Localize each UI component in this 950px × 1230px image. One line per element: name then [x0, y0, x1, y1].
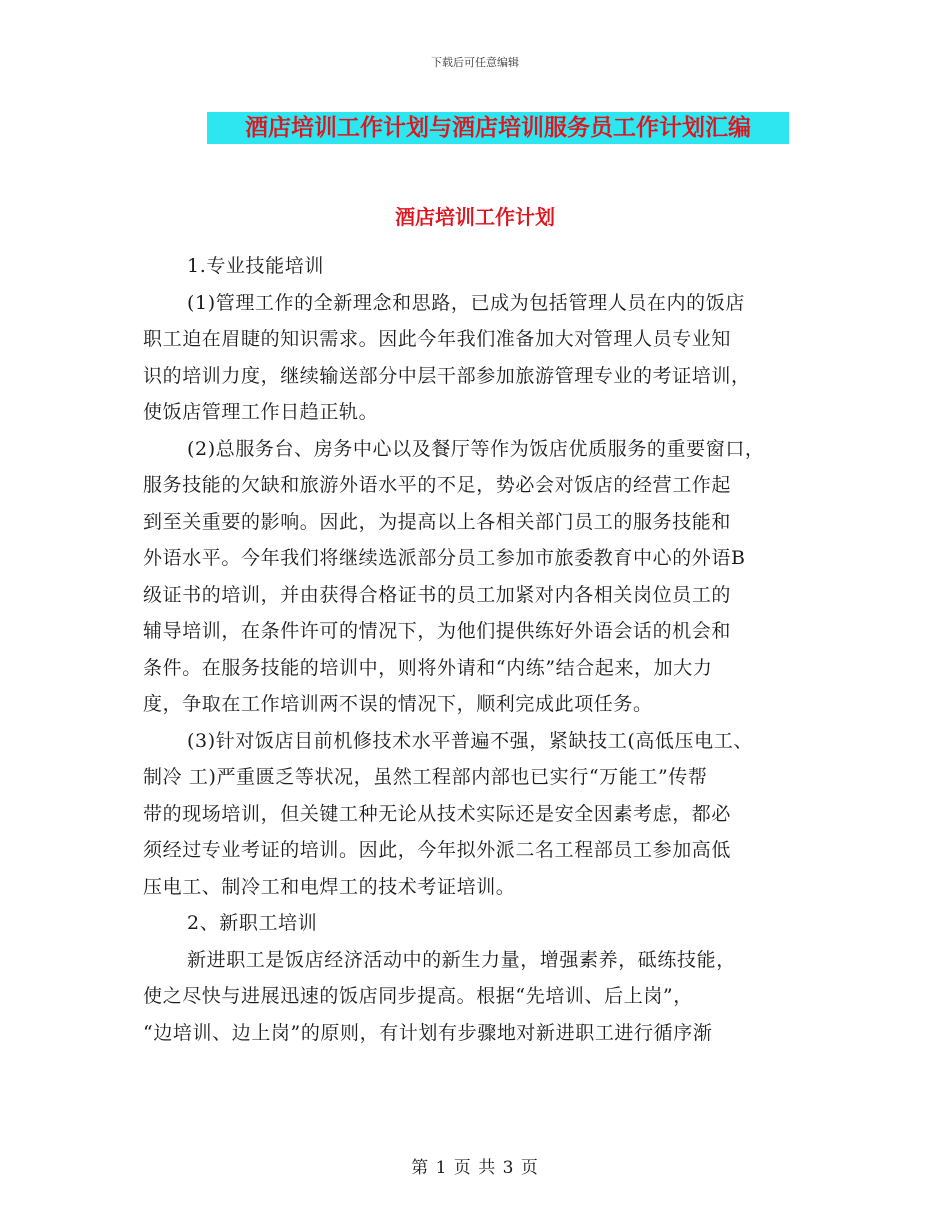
- text-line: “边培训、边上岗”的原则，有计划有步骤地对新进职工进行循序渐: [143, 1021, 713, 1044]
- text-line: 级证书的培训，并由获得合格证书的员工加紧对内各相关岗位员工的: [143, 583, 732, 606]
- text-line: 2、新职工培训: [187, 912, 318, 934]
- text-line: 压电工、制冷工和电焊工的技术考证培训。: [143, 875, 516, 898]
- text-line: 职工迫在眉睫的知识需求。因此今年我们准备加大对管理人员专业知: [143, 328, 732, 350]
- document-title-highlight: [207, 112, 789, 144]
- text-line: 使饭店管理工作日趋正轨。: [143, 401, 379, 423]
- text-line: (2)总服务台、房务中心以及餐厅等作为饭店优质服务的重要窗口，: [187, 437, 765, 460]
- document-title: 酒店培训工作计划与酒店培训服务员工作计划汇编: [245, 114, 751, 141]
- text-line: 须经过专业考证的培训。因此，今年拟外派二名工程部员工参加高低: [143, 839, 732, 861]
- text-line: (1)管理工作的全新理念和思路，已成为包括管理人员在内的饭店: [187, 291, 745, 314]
- text-line: 带的现场培训，但关键工种无论从技术实际还是安全因素考虑，都必: [143, 802, 732, 825]
- text-line: 使之尽快与进展迅速的饭店同步提高。根据“先培训、后上岗”，: [143, 985, 693, 1007]
- text-line: 外语水平。今年我们将继续选派部分员工参加市旅委教育中心的外语B: [143, 547, 746, 569]
- section-title: 酒店培训工作计划: [395, 205, 555, 229]
- text-line: 度，争取在工作培训两不误的情况下，顺利完成此项任务。: [143, 693, 653, 715]
- text-line: 条件。在服务技能的培训中，则将外请和“内练”结合起来，加大力: [143, 656, 713, 679]
- header-note: 下载后可任意编辑: [431, 56, 519, 69]
- page-number-footer: 第 1 页 共 3 页: [411, 1158, 539, 1178]
- text-line: 到至关重要的影响。因此，为提高以上各相关部门员工的服务技能和: [143, 510, 732, 533]
- text-line: 服务技能的欠缺和旅游外语水平的不足，势必会对饭店的经营工作起: [143, 474, 732, 496]
- text-line: 识的培训力度，继续输送部分中层干部参加旅游管理专业的考证培训，: [143, 364, 751, 387]
- body-text: [143, 248, 823, 1051]
- text-line: 制冷 工)严重匮乏等状况，虽然工程部内部也已实行“万能工”传帮: [143, 766, 708, 788]
- text-line: 辅导培训，在条件许可的情况下，为他们提供练好外语会话的机会和: [143, 620, 732, 642]
- text-line: 新进职工是饭店经济活动中的新生力量，增强素养，砥练技能，: [187, 948, 736, 971]
- text-line: (3)针对饭店目前机修技术水平普遍不强，紧缺技工(高低压电工、: [187, 729, 753, 752]
- text-line: 1.专业技能培训: [187, 255, 324, 277]
